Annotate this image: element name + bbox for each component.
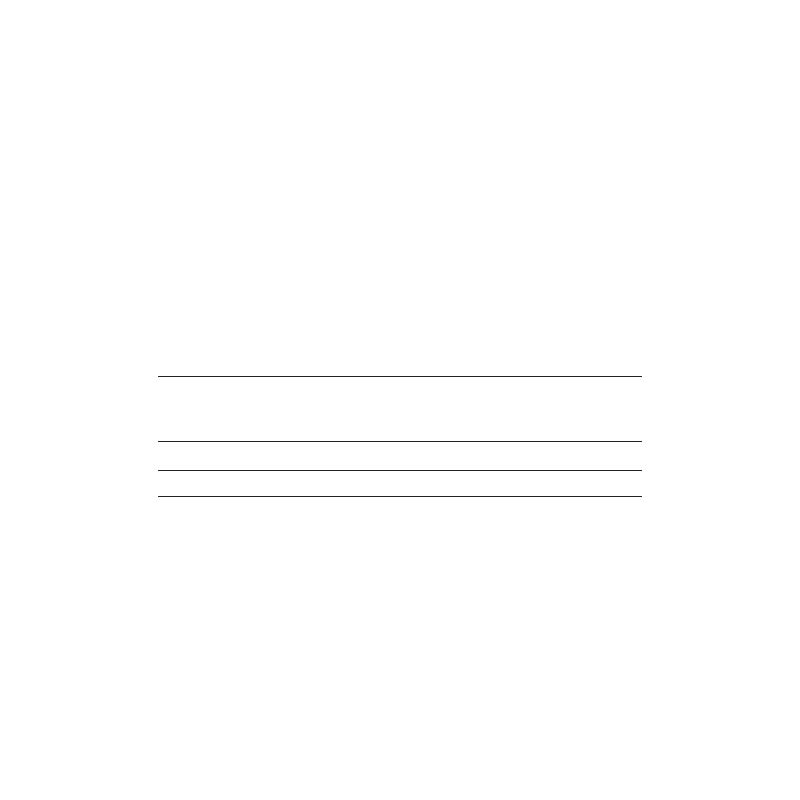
- cip-bottom-rule: [158, 496, 642, 497]
- cip-top-rule: [158, 376, 642, 377]
- cip-rule-3: [158, 470, 642, 471]
- cip-rule-2: [158, 441, 642, 442]
